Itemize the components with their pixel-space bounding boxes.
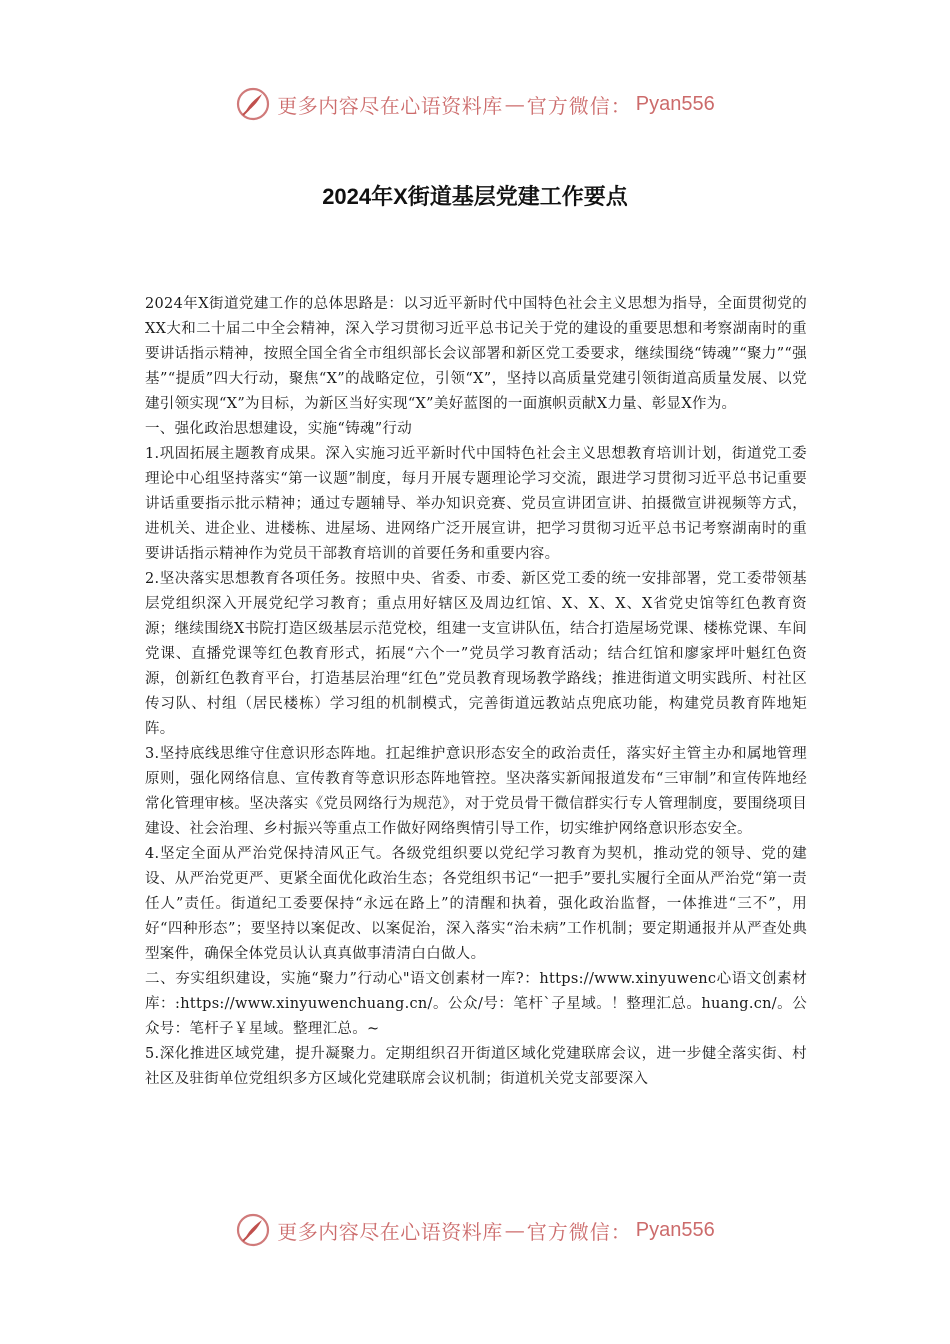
paragraph-item-1: 1.巩固拓展主题教育成果。深入实施习近平新时代中国特色社会主义思想教育培训计划，街道党工委理论中心组坚持落实“第一议题”制度，每月开展专题理论学习交流，跟进学习贯彻习近平总书记重要讲话重要指示批示精神；通过专题辅导、举办知识竞赛、党员宣讲团宣讲、拍摄微宣讲视频等方式，进机关、进企业、进楼栋、进屋场、进网络广泛开展宣讲，把学习贯彻习近平总书记考察湖南时的重要讲话指示精神作为党员干部教育培训的首要任务和重要内容。 <box>145 446 807 562</box>
paragraph-item-4: 4.坚定全面从严治党保持清风正气。各级党组织要以党纪学习教育为契机，推动党的领导、党的建设、从严治党更严、更紧全面优化政治生态；各党组织书记“一把手”要扎实履行全面从严治党“第一责任人”责任。街道纪工委要保持“永远在路上”的清醒和执着，强化政治监督，一体推进“三不”，用好“四种形态”；要坚持以案促改、以案促治，深入落实“治未病”工作机制；要定期通报并从严查处典型案件，确保全体党员认认真真做事清清白白做人。 <box>145 846 807 962</box>
watermark-wechat-label: 官方微信： <box>526 1219 632 1244</box>
quill-pen-icon <box>235 1212 271 1248</box>
watermark-wechat-label: 官方微信： <box>526 93 632 118</box>
section-heading-1: 一、强化政治思想建设，实施“铸魂”行动 <box>145 421 413 437</box>
paragraph-item-5: 5.深化推进区域党建，提升凝聚力。定期组织召开街道区域化党建联席会议，进一步健全落实街、村社区及驻街单位党组织多方区域化党建联席会议机制；街道机关党支部要深入 <box>145 1046 807 1087</box>
watermark-text: 更多内容尽在心语资料库 <box>277 93 503 118</box>
watermark-banner-bottom <box>0 1210 950 1250</box>
watermark-dash: — <box>504 92 525 116</box>
paragraph-item-3: 3.坚持底线思维守住意识形态阵地。扛起维护意识形态安全的政治责任，落实好主管主办和属地管理原则，强化网络信息、宣传教育等意识形态阵地管控。坚决落实新闻报道发布“三审制”和宣传阵地经常化管理审核。坚决落实《党员网络行为规范》，对于党员骨干微信群实行专人管理制度，要围绕项目建设、社会治理、乡村振兴等重点工作做好网络舆情引导工作，切实维护网络意识形态安全。 <box>145 746 807 837</box>
watermark-banner-top <box>0 84 950 124</box>
paragraph-item-2: 2.坚决落实思想教育各项任务。按照中央、省委、市委、新区党工委的统一安排部署，党工委带领基层党组织深入开展党纪学习教育；重点用好辖区及周边红馆、X、X、X、X省党史馆等红色教育资源；继续围绕X书院打造区级基层示范党校，组建一支宣讲队伍，结合打造屋场党课、楼栋党课、车间党课、直播党课等红色教育形式，拓展“六个一”党员学习教育活动；结合红馆和廖家坪叶魁红色资源，创新红色教育平台，打造基层治理“红色”党员教育现场教学路线；推进街道文明实践所、村社区传习队、村组（居民楼栋）学习组的机制模式，完善街道远教站点兜底功能，构建党员教育阵地矩阵。 <box>145 571 807 737</box>
quill-pen-icon <box>235 86 271 122</box>
paragraph-intro: 2024年X街道党建工作的总体思路是：以习近平新时代中国特色社会主义思想为指导，全面贯彻党的XX大和二十届二中全会精神，深入学习贯彻习近平总书记关于党的建设的重要思想和考察湖南时的重要讲话指示精神，按照全国全省全市组织部长会议部署和新区党工委要求，继续围绕“铸魂”“聚力”“强基”“提质”四大行动，聚焦“X”的战略定位，引领“X”，坚持以高质量党建引领街道高质量发展、以党建引领实现“X”为目标，为新区当好实现“X”美好蓝图的一面旗帜贡献X力量、彰显X作为。 <box>145 296 807 412</box>
document-title: 2024年X街道基层党建工作要点 <box>322 184 628 209</box>
document-body <box>145 292 807 1092</box>
section-heading-2: 二、夯实组织建设，实施“聚力”行动心"语文创素材一库?：https://www.xinyuwenc心语文创素材库：:https://www.xinyuwenchuang.cn/。公众/号：笔杆`子星域。！整理汇总。huang.cn/。公众号：笔杆子￥星域。整理汇总。~ <box>145 971 807 1037</box>
watermark-text: 更多内容尽在心语资料库 <box>277 1219 503 1244</box>
watermark-wechat-id: Pyan556 <box>635 92 715 115</box>
watermark-dash: — <box>504 1218 525 1242</box>
watermark-wechat-id: Pyan556 <box>635 1218 715 1241</box>
